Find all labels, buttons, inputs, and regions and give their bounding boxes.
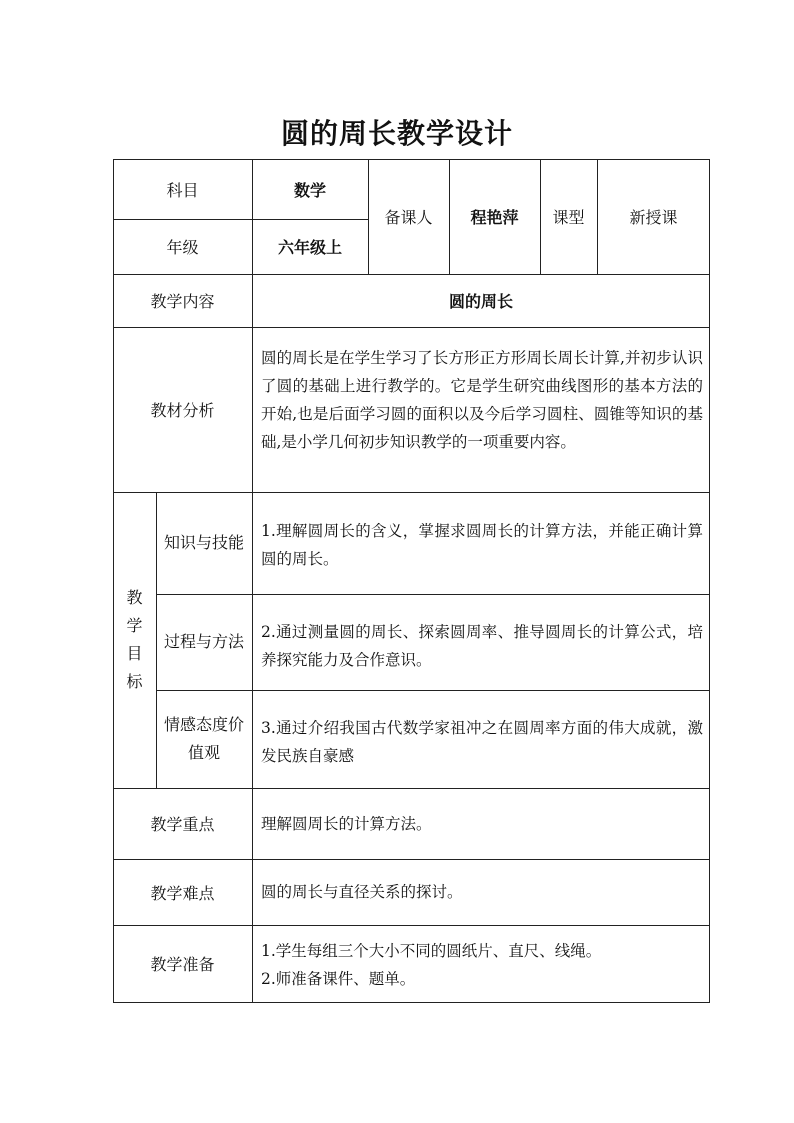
- analysis-text: 圆的周长是在学生学习了长方形正方形周长周长计算,并初步认识了圆的基础上进行教学的。它是学生研究曲线图形的基本方法的开始,也是后面学习圆的面积以及今后学习圆柱、圆锥等知识的基础,是小学几何初步知识教学的一项重要内容。: [261, 349, 703, 451]
- goal-emotion-label: 情感态度价值观: [163, 715, 244, 762]
- goal-knowledge-label: 知识与技能: [163, 533, 244, 552]
- prep-line-1: 1.学生每组三个大小不同的圆纸片、直尺、线绳。: [261, 942, 602, 960]
- prep-line-2: 2.师准备课件、题单。: [261, 970, 416, 988]
- goal-emotion-text: 3.通过介绍我国古代数学家祖冲之在圆周率方面的伟大成就，激发民族自豪感: [261, 719, 703, 765]
- goals-label-char: 教: [126, 588, 143, 607]
- key-label: 教学重点: [150, 815, 215, 834]
- preparer-label: 备课人: [384, 208, 433, 227]
- table-border-bottom: [113, 1002, 710, 1003]
- goals-label: [113, 492, 156, 788]
- lesson-plan-table: [113, 159, 710, 1003]
- goals-label-char: 目: [126, 644, 143, 663]
- grade-value: 六年级上: [277, 238, 342, 257]
- content-value: 圆的周长: [448, 292, 513, 311]
- content-label: 教学内容: [150, 292, 215, 311]
- goal-process-text: 2.通过测量圆的周长、探索圆周率、推导圆周长的计算公式，培养探究能力及合作意识。: [261, 623, 703, 669]
- analysis-label: 教材分析: [150, 401, 215, 420]
- table-divider: [156, 492, 157, 788]
- goals-label-char: 标: [126, 672, 143, 691]
- difficulty-label: 教学难点: [150, 883, 215, 903]
- lesson-type-value: 新授课: [629, 208, 678, 227]
- page-title: 圆的周长教学设计: [280, 117, 513, 150]
- grade-label: 年级: [166, 238, 199, 257]
- subject-value: 数学: [293, 180, 326, 200]
- preparer-value: 程艳萍: [470, 208, 519, 227]
- goal-knowledge-text: 1.理解圆周长的含义，掌握求圆周长的计算方法，并能正确计算圆的周长。: [261, 522, 703, 568]
- goals-label-char: 学: [126, 616, 143, 635]
- key-text: 理解圆周长的计算方法。: [261, 815, 432, 833]
- subject-label: 科目: [166, 180, 199, 200]
- prep-label: 教学准备: [150, 955, 215, 974]
- goal-process-label: 过程与方法: [163, 632, 244, 651]
- lesson-type-label: 课型: [552, 208, 585, 227]
- difficulty-text: 圆的周长与直径关系的探讨。: [261, 883, 463, 901]
